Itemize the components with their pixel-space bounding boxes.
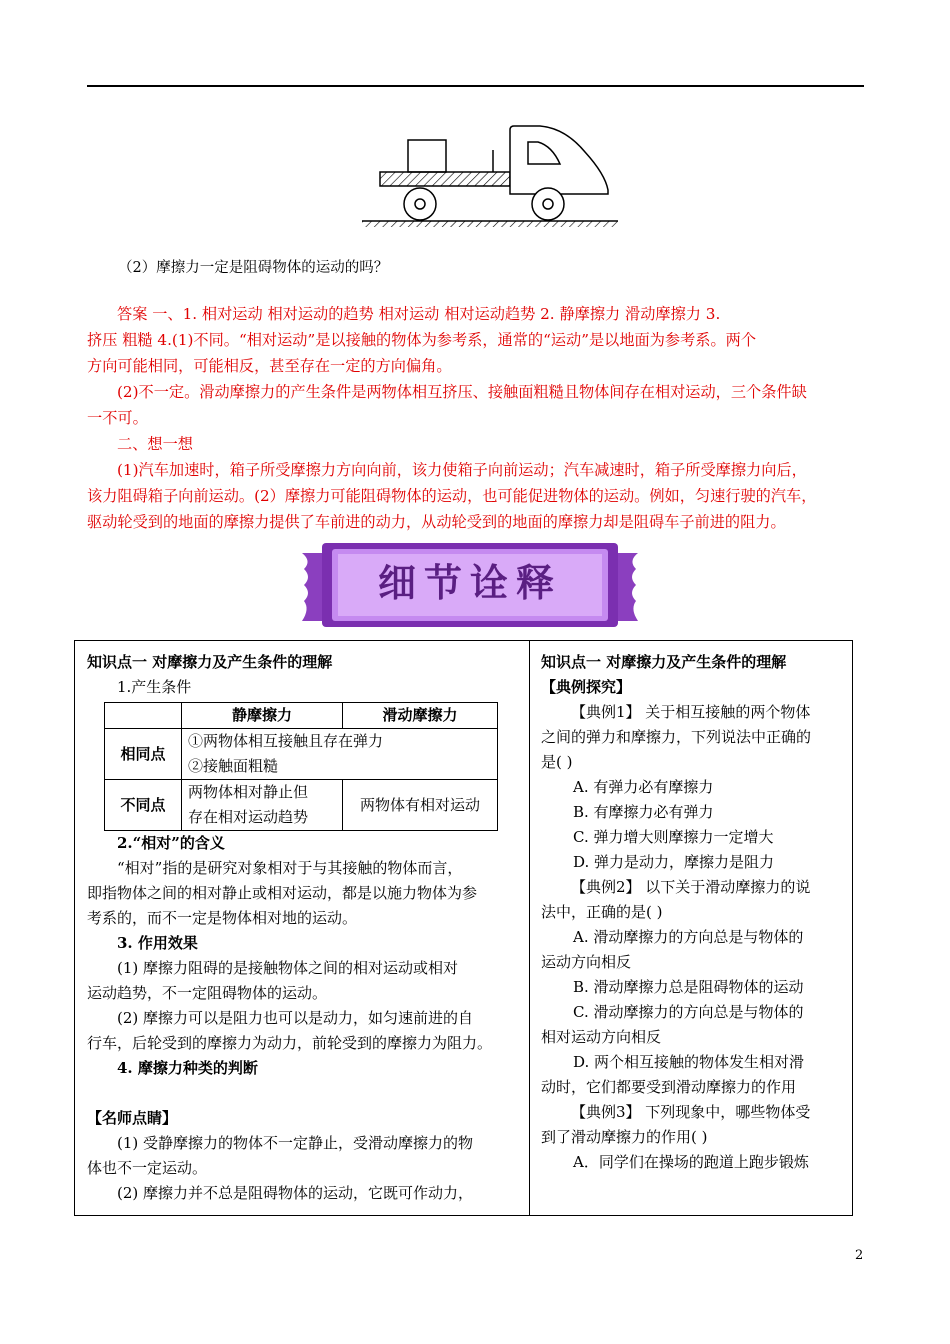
body-line: 考系的，而不一定是物体相对地的运动。 [87, 909, 358, 927]
table-header: 静摩擦力 [182, 703, 343, 729]
answer-line: 一不可。 [87, 409, 148, 427]
header-rule [87, 85, 864, 87]
cell-line: ①两物体相互接触且存在弹力 [188, 732, 384, 750]
cell-line: 两物体相对静止但 [188, 783, 309, 801]
sub-heading: 3. 作用效果 [117, 934, 198, 952]
spacer [87, 1081, 522, 1106]
body-line: “相对”指的是研究对象相对于与其接触的物体而言， [117, 859, 463, 877]
example-line: 【典例3】 下列现象中，哪些物体受 [571, 1103, 811, 1121]
option-line: 运动方向相反 [541, 953, 632, 971]
truck-figure [360, 122, 620, 231]
body-line: (2) 摩擦力并不总是阻碍物体的运动，它既可作动力， [117, 1184, 474, 1202]
section-banner [300, 541, 640, 633]
table-cell [182, 780, 343, 831]
answer-line: (1)汽车加速时，箱子所受摩擦力方向向前，该力使箱子向前运动；汽车减速时，箱子所受摩擦力向后， [117, 461, 807, 479]
body-line: 即指物体之间的相对静止或相对运动，都是以施力物体为参 [87, 884, 478, 902]
answer-line: 方向可能相同，可能相反，甚至存在一定的方向偏角。 [87, 357, 452, 375]
banner-title: 细节诠释 [377, 561, 563, 605]
option-line: A．同学们在操场的跑道上跑步锻炼 [573, 1153, 809, 1171]
example-line: 【典例1】 关于相互接触的两个物体 [571, 703, 811, 721]
cell-line: 存在相对运动趋势 [188, 808, 309, 826]
body-line: (1) 受静摩擦力的物体不一定静止，受滑动摩擦力的物 [117, 1134, 474, 1152]
body-line: 运动趋势，不一定阻碍物体的运动。 [87, 984, 328, 1002]
body-line: (1) 摩擦力阻碍的是接触物体之间的相对运动或相对 [117, 959, 459, 977]
option-line: B. 滑动摩擦力总是阻碍物体的运动 [573, 978, 804, 996]
column-divider [529, 640, 530, 1216]
answer-line: 驱动轮受到的地面的摩擦力提供了车前进的动力，从动轮受到的地面的摩擦力却是阻碍车子前进的阻力。 [87, 513, 786, 531]
question-2: （2）摩擦力一定是阻碍物体的运动的吗？ [118, 260, 389, 276]
right-column [541, 650, 843, 1175]
body-line: (2) 摩擦力可以是阻力也可以是动力，如匀速前进的自 [117, 1009, 474, 1027]
option-line: 动时，它们都要受到滑动摩擦力的作用 [541, 1078, 797, 1096]
row-label: 不同点 [105, 780, 182, 831]
example-line: 之间的弹力和摩擦力，下列说法中正确的 [541, 728, 812, 746]
option-line: 相对运动方向相反 [541, 1028, 662, 1046]
example-line: 法中，正确的是( ) [541, 903, 663, 921]
answer-line: 该力阻碍箱子向前运动。(2）摩擦力可能阻碍物体的运动，也可能促进物体的运动。例如，匀速行驶的汽车， [87, 487, 817, 505]
answer-block [87, 301, 864, 535]
answer-heading: 二、想一想 [117, 435, 193, 453]
body-line: 行车，后轮受到的摩擦力为动力，前轮受到的摩擦力为阻力。 [87, 1034, 493, 1052]
table-header: 滑动摩擦力 [343, 703, 498, 729]
answer-line: 答案 一、1. 相对运动 相对运动的趋势 相对运动 相对运动趋势 2. 静摩擦力 滑动摩擦力 3. [117, 305, 721, 323]
option-line: B. 有摩擦力必有弹力 [573, 803, 714, 821]
sub-heading: 2.“相对”的含义 [117, 834, 225, 852]
tip-title: 【名师点睛】 [87, 1109, 178, 1127]
page-number: 2 [855, 1248, 864, 1263]
option-line: C. 滑动摩擦力的方向总是与物体的 [573, 1003, 804, 1021]
example-line: 到了滑动摩擦力的作用( ) [541, 1128, 708, 1146]
sub-heading: 4. 摩擦力种类的判断 [117, 1059, 258, 1077]
option-line: A. 滑动摩擦力的方向总是与物体的 [573, 928, 804, 946]
option-line: A. 有弹力必有摩擦力 [573, 778, 714, 796]
option-line: D. 弹力是动力，摩擦力是阻力 [573, 853, 775, 871]
table-cell [182, 729, 498, 780]
option-line: C. 弹力增大则摩擦力一定增大 [573, 828, 774, 846]
sub-heading: 1.产生条件 [117, 678, 192, 696]
row-label: 相同点 [105, 729, 182, 780]
comparison-table [104, 702, 498, 831]
example-line: 【典例2】 以下关于滑动摩擦力的说 [571, 878, 811, 896]
sub-heading: 【典例探究】 [541, 678, 632, 696]
left-column [87, 650, 522, 1206]
left-title: 知识点一 对摩擦力及产生条件的理解 [87, 653, 333, 671]
cell-line: ②接触面粗糙 [188, 757, 279, 775]
body-line: 体也不一定运动。 [87, 1159, 208, 1177]
table-corner [105, 703, 182, 729]
table-cell: 两物体有相对运动 [343, 780, 498, 831]
answer-line: (2)不一定。滑动摩擦力的产生条件是两物体相互挤压、接触面粗糙且物体间存在相对运动，三个条件缺 [117, 383, 807, 401]
example-line: 是( ) [541, 753, 573, 771]
option-line: D. 两个相互接触的物体发生相对滑 [573, 1053, 805, 1071]
right-title: 知识点一 对摩擦力及产生条件的理解 [541, 653, 787, 671]
answer-line: 挤压 粗糙 4.(1)不同。“相对运动”是以接触的物体为参考系，通常的“运动”是以地面为参考系。两个 [87, 331, 757, 349]
